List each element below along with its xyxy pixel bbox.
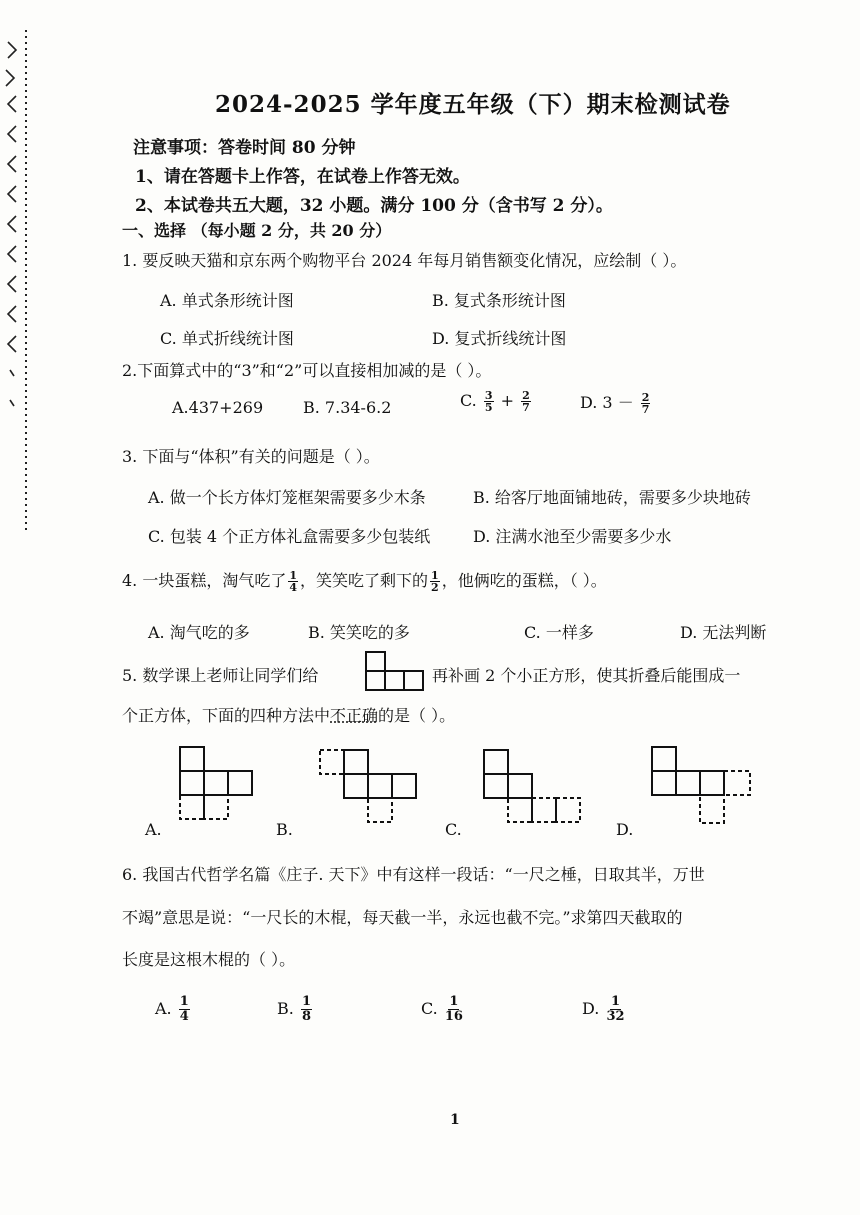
fraction-1-32-answer: $\frac{1}{32}$ <box>606 994 625 1024</box>
question-6-option-b <box>277 995 314 1024</box>
question-6-option-b-label: B. <box>277 999 294 1018</box>
plus-sign: + <box>500 391 515 410</box>
question-5-line2-part1: 个正方体，下面的四种方法中 <box>122 706 331 725</box>
question-1-option-b: B. 复式条形统计图 <box>432 291 566 310</box>
question-1-option-d: D. 复式折线统计图 <box>432 329 567 348</box>
question-5-option-a-label: A. <box>145 820 162 839</box>
fraction-1-2: $\frac{1}{2}$ <box>431 569 439 594</box>
question-2-option-b: B. 7.34-6.2 <box>303 398 392 417</box>
question-6-option-d <box>582 995 627 1024</box>
question-4-option-c: C. 一样多 <box>524 623 594 642</box>
question-3-text: 3. 下面与“体积”有关的问题是（ ）。 <box>122 447 380 466</box>
question-5-option-d-label: D. <box>616 820 634 839</box>
question-6-option-a <box>155 995 192 1024</box>
question-5-text-line2 <box>122 703 455 726</box>
question-2-text: 2.下面算式中的“3”和“2”可以直接相加减的是（ ）。 <box>122 361 492 380</box>
fraction-2-7-d: $\frac{2}{7}$ <box>641 391 650 416</box>
question-1-option-a: A. 单式条形统计图 <box>160 291 294 310</box>
question-4-option-a: A. 淘气吃的多 <box>148 623 250 642</box>
question-3-option-d: D. 注满水池至少需要多少水 <box>473 527 672 546</box>
net-option-a <box>178 745 254 827</box>
question-6-option-c-label: C. <box>421 999 438 1018</box>
fraction-1-16-answer: $\frac{1}{16}$ <box>444 994 463 1024</box>
question-3-option-a: A. 做一个长方体灯笼框架需要多少木条 <box>148 488 426 507</box>
question-4-text-part2: ，笑笑吃了剩下的 <box>300 571 429 590</box>
question-3-option-b: B. 给客厅地面铺地砖，需要多少块地砖 <box>473 488 751 507</box>
question-4-text-part3: ，他俩吃的蛋糕，（ ）。 <box>441 571 607 590</box>
question-2-option-c-label: C. <box>460 391 477 410</box>
question-2-option-d <box>580 390 652 415</box>
question-5-text-pre: 5. 数学课上老师让同学们给 <box>122 666 319 685</box>
question-1-text: 1. 要反映天猫和京东两个购物平台 2024 年每月销售额变化情况，应绘制（ ）。 <box>122 251 687 270</box>
question-4-text-part1: 4. 一块蛋糕，淘气吃了 <box>122 571 287 590</box>
fraction-2-7: $\frac{2}{7}$ <box>522 389 530 414</box>
question-4-text <box>122 568 607 593</box>
question-2-option-d-label: D. 3 － <box>580 393 634 412</box>
notice-rule-2: 2、本试卷共五大题，32 小题。满分 100 分（含书写 2 分）。 <box>135 196 613 216</box>
question-6-option-d-label: D. <box>582 999 600 1018</box>
question-4-option-d: D. 无法判断 <box>680 623 767 642</box>
fraction-1-4: $\frac{1}{4}$ <box>289 569 298 594</box>
net-option-d <box>650 745 756 829</box>
fraction-1-8-answer: $\frac{1}{8}$ <box>301 994 311 1024</box>
notice-rule-1: 1、请在答题卡上作答，在试卷上作答无效。 <box>135 167 470 187</box>
question-1-option-c: C. 单式折线统计图 <box>160 329 294 348</box>
question-5-option-c-label: C. <box>445 820 462 839</box>
question-5-line2-part3: 的是（ ）。 <box>378 706 456 725</box>
binding-margin-marks <box>2 30 30 530</box>
fraction-3-5: $\frac{3}{5}$ <box>484 389 493 414</box>
question-2-option-a: A.437+269 <box>172 398 264 417</box>
question-5-text-post: 再补画 2 个小正方形，使其折叠后能围成一 <box>432 666 741 685</box>
question-6-text-line2: 不竭”意思是说：“一尺长的木棍，每天截一半，永远也截不完。”求第四天截取的 <box>122 908 683 927</box>
emphasis-not-correct: 不正确 <box>330 706 379 725</box>
page-number: 1 <box>450 1112 460 1128</box>
question-5-option-b-label: B. <box>276 820 293 839</box>
question-6-text-line1: 6. 我国古代哲学名篇《庄子. 天下》中有这样一段话：“一尺之棰，日取其半，万世 <box>122 865 705 884</box>
question-3-option-c: C. 包装 4 个正方体礼盒需要多少包装纸 <box>148 527 431 546</box>
exam-title: 2024-2025 学年度五年级（下）期末检测试卷 <box>215 91 731 118</box>
question-2-option-c <box>460 390 533 413</box>
question-6-option-a-label: A. <box>155 999 172 1018</box>
section-heading-choice: 一、选择 （每小题 2 分，共 20 分） <box>122 221 392 240</box>
question-6-text-line3: 长度是这根木棍的（ ）。 <box>122 950 296 969</box>
question-5-partial-net-figure <box>364 650 426 692</box>
question-4-option-b: B. 笑笑吃的多 <box>308 623 410 642</box>
notice-time: 注意事项：答卷时间 80 分钟 <box>133 138 356 158</box>
net-option-b <box>318 748 418 828</box>
net-option-c <box>482 748 582 828</box>
question-6-option-c <box>421 995 465 1024</box>
fraction-1-4-answer: $\frac{1}{4}$ <box>179 994 189 1024</box>
